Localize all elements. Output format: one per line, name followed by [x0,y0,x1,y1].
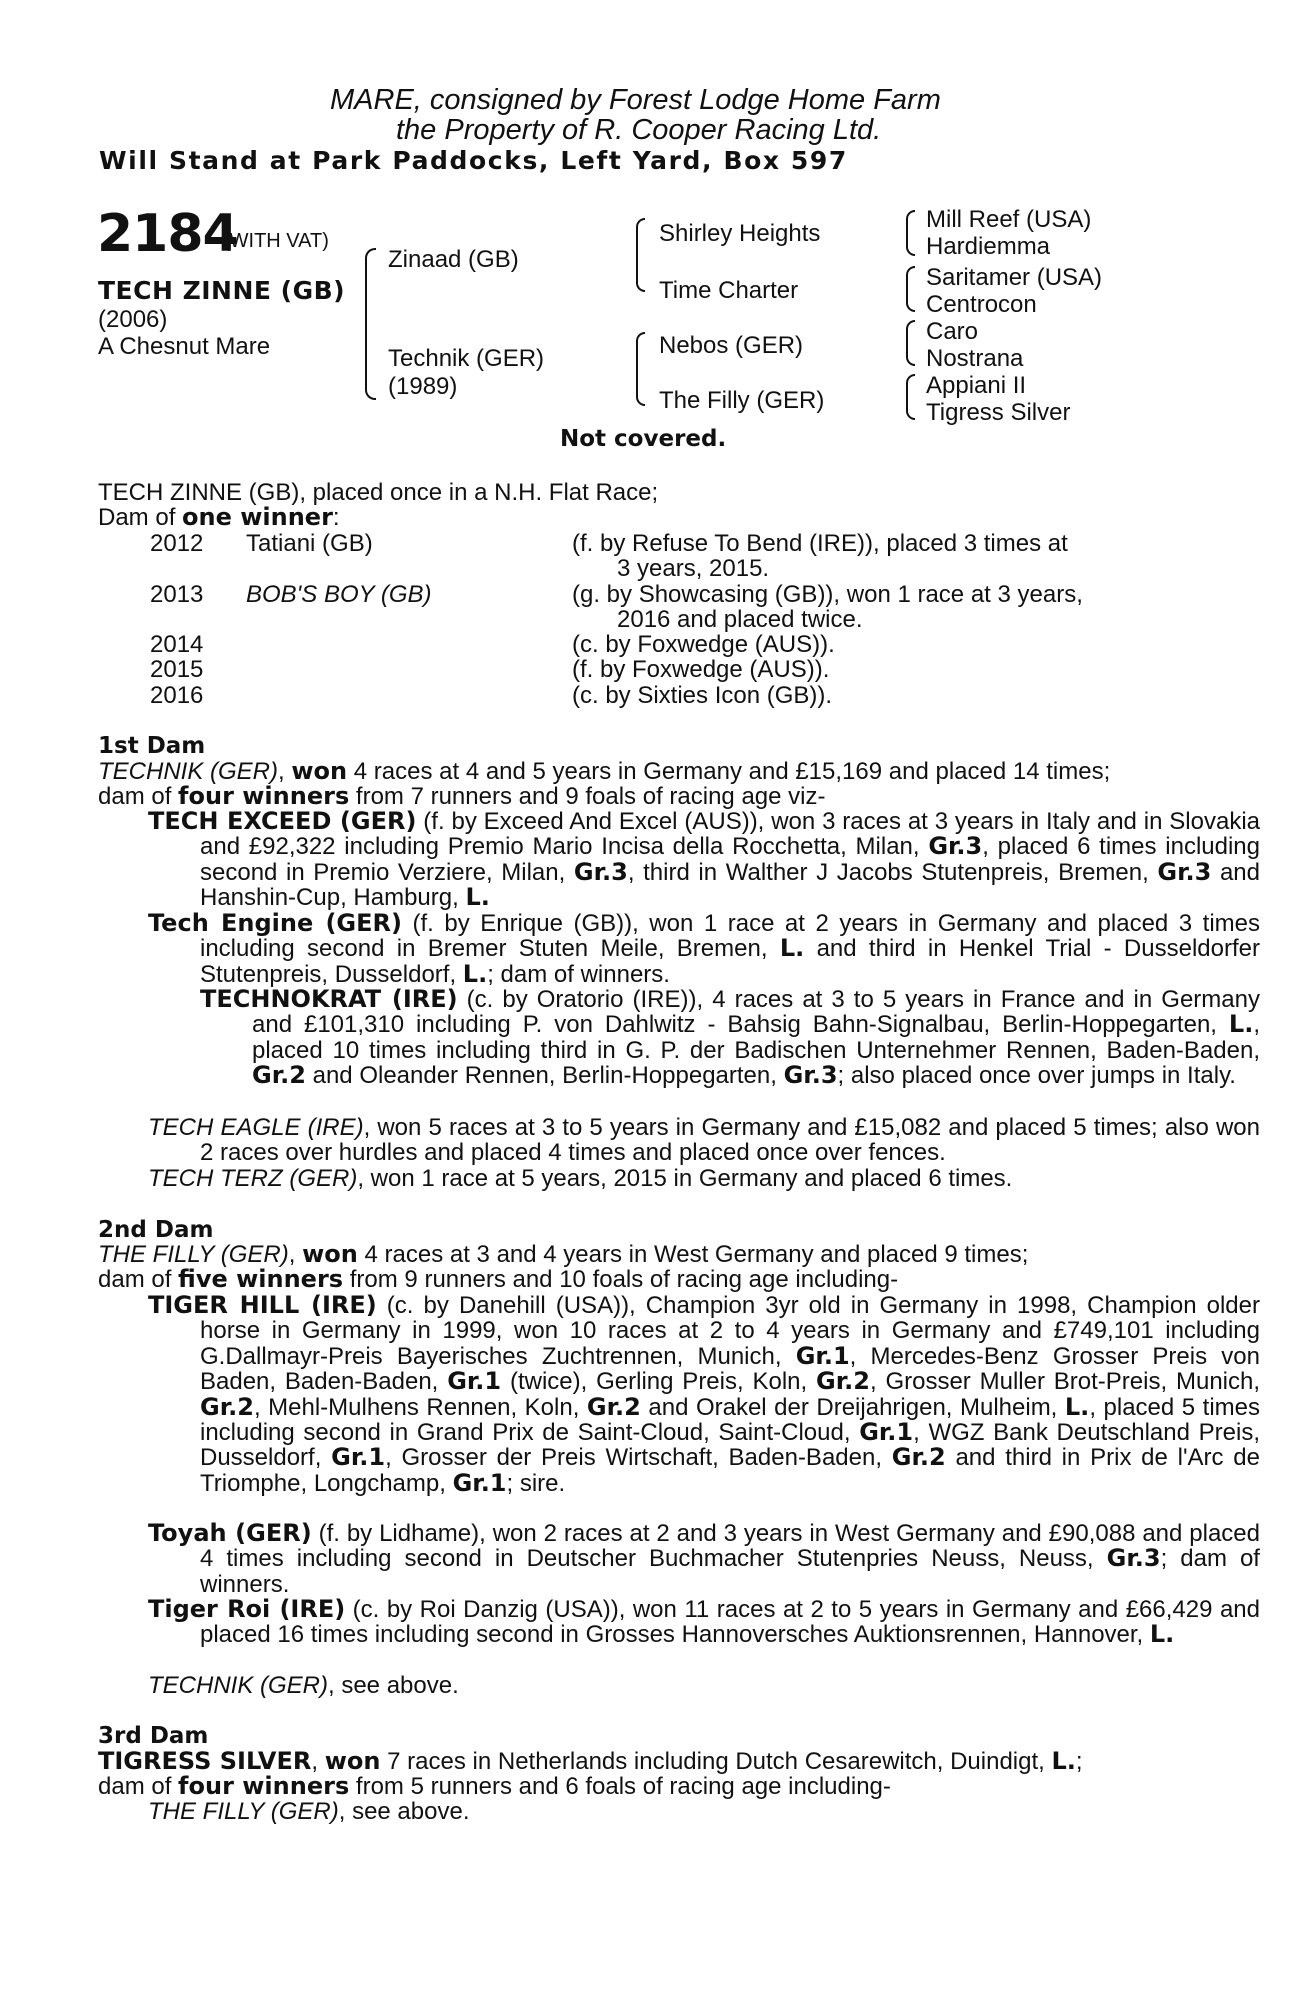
progeny-entry: TECHNOKRAT (IRE) (c. by Oratorio (IRE)), 4 races at 3 to 5 years in France and in Germany and £101,310 including P. von Dahlwitz - Bahsig Bahn-Signalbau, Berlin-Hoppegarten, L., placed 10 times including third in G. P. der Badischen Unternehmer Rennen, Baden-Baden, Gr.2 and Oleander Rennen, Berlin-Hoppegarten, Gr.3; also placed once over jumps in Italy. [200,985,1260,1090]
stabling-line: Will Stand at Park Paddocks, Left Yard, Box 597 [99,146,848,175]
third-dam-record: TIGRESS SILVER, won 7 races in Netherlands including Dutch Cesarewitch, Duindigt, L.; [98,1747,1083,1775]
progeny-entry: TIGER HILL (IRE) (c. by Danehill (USA)), Champion 3yr old in Germany in 1998, Champion older horse in Germany in 1999, won 10 races at 2 to 4 years in Germany and £749,101 including G.Dallmayr-Preis Bayerisches Zuchtrennen, Munich, Gr.1, Mercedes-Benz Grosser Preis von Baden, Baden-Baden, Gr.1 (twice), Gerling Preis, Koln, Gr.2, Grosser Muller Brot-Preis, Munich, Gr.2, Mehl-Mulhens Rennen, Koln, Gr.2 and Orakel der Dreijahrigen, Mulheim, L., placed 5 times including second in Grand Prix de Saint-Cloud, Saint-Cloud, Gr.1, WGZ Bank Deutschland Preis, Dusseldorf, Gr.1, Grosser der Preis Wirtschaft, Baden-Baden, Gr.2 and third in Prix de l'Arc de Triomphe, Longchamp, Gr.1; sire. [148,1291,1261,1497]
produce-year: 2012 [150,530,204,557]
produce-details: (f. by Foxwedge (AUS)). [572,656,830,683]
pedigree-ss-sire: Mill Reef (USA) [926,206,1092,233]
pedigree-sd-dam: Centrocon [926,291,1037,318]
progeny-entry: TECH EAGLE (IRE), won 5 races at 3 to 5 years in Germany and £15,082 and placed 5 times; also won 2 races over hurdles and placed 4 times and placed once over fences. [148,1114,1260,1167]
produce-year: 2014 [150,631,204,658]
pedigree-brace [906,320,915,366]
dam-of-line: Dam of one winner: [98,503,340,531]
produce-year: 2015 [150,656,204,683]
pedigree-ds-sire: Caro [926,318,979,345]
pedigree-ss-dam: Hardiemma [926,233,1051,260]
pedigree-brace [365,248,376,400]
lot-number: 2184 [97,204,238,264]
horse-name: TECH ZINNE (GB) [98,276,346,305]
pedigree-dd-dam: Tigress Silver [926,399,1071,426]
pedigree-dd-sire: Appiani II [926,372,1027,399]
pedigree-brace [636,218,645,292]
third-dam-produce-summary: dam of four winners from 5 runners and 6 foals of racing age including- [98,1772,891,1800]
progeny-entry: Toyah (GER) (f. by Lidhame), won 2 races at 2 and 3 years in West Germany and £90,088 and placed 4 times including second in Deutscher Buchmacher Stutenpries Neuss, Neuss, Gr.3; dam of winners. [148,1519,1260,1598]
second-dam-record: THE FILLY (GER), won 4 races at 3 and 4 years in West Germany and placed 9 times; [98,1240,1029,1268]
produce-name: BOB'S BOY (GB) [246,581,432,608]
foaling-year: (2006) [98,306,168,333]
produce-details: 3 years, 2015. [617,555,770,582]
pedigree-sd-sire: Saritamer (USA) [926,264,1103,291]
progeny-entry: THE FILLY (GER), see above. [148,1798,470,1825]
produce-details: 2016 and placed twice. [617,606,863,633]
progeny-entry: TECHNIK (GER), see above. [148,1672,459,1699]
consignor-line: MARE, consigned by Forest Lodge Home Farm [330,84,941,116]
covering-status: Not covered. [560,426,727,452]
pedigree-sire: Zinaad (GB) [388,246,519,273]
pedigree-ds-dam: Nostrana [926,345,1024,372]
mare-record: TECH ZINNE (GB), placed once in a N.H. Flat Race; [98,479,659,506]
pedigree-brace [906,374,915,420]
progeny-entry: TECH TERZ (GER), won 1 race at 5 years, 2015 in Germany and placed 6 times. [148,1165,1013,1192]
produce-details: (g. by Showcasing (GB)), won 1 race at 3 years, [572,581,1083,608]
produce-details: (c. by Sixties Icon (GB)). [572,682,833,709]
first-dam-heading: 1st Dam [98,733,206,759]
pedigree-dam: Technik (GER) [388,345,545,372]
second-dam-produce-summary: dam of five winners from 9 runners and 10 foals of racing age including- [98,1265,899,1293]
progeny-entry: Tiger Roi (IRE) (c. by Roi Danzig (USA)), won 11 races at 2 to 5 years in Germany and £66,429 and placed 16 times including second in Grosses Hannoversches Auktionsrennen, Hannover, L. [148,1595,1260,1649]
pedigree-sire-dam: Time Charter [659,277,799,304]
produce-year: 2013 [150,581,204,608]
property-line: the Property of R. Cooper Racing Ltd. [396,114,882,146]
pedigree-dam-sire: Nebos (GER) [659,332,804,359]
first-dam-record: TECHNIK (GER), won 4 races at 4 and 5 years in Germany and £15,169 and placed 14 times; [98,757,1111,785]
horse-description: A Chesnut Mare [98,333,271,360]
progeny-entry: Tech Engine (GER) (f. by Enrique (GB)), won 1 race at 2 years in Germany and placed 3 times including second in Bremer Stuten Meile, Bremen, L. and third in Henkel Trial - Dusseldorfer Stutenpreis, Dusseldorf, L.; dam of winners. [148,909,1260,988]
pedigree-sire-sire: Shirley Heights [659,220,821,247]
pedigree-brace [906,266,915,312]
produce-name: Tatiani (GB) [246,530,373,557]
vat-note: (WITH VAT) [223,230,329,252]
pedigree-brace [906,210,915,256]
pedigree-brace [636,332,645,406]
produce-year: 2016 [150,682,204,709]
third-dam-heading: 3rd Dam [98,1723,209,1749]
pedigree-dam-dam: The Filly (GER) [659,387,825,414]
pedigree-dam-year: (1989) [388,373,458,400]
second-dam-heading: 2nd Dam [98,1217,214,1243]
progeny-entry: TECH EXCEED (GER) (f. by Exceed And Excel (AUS)), won 3 races at 3 years in Italy and in Slovakia and £92,322 including Premio Mario Incisa della Rocchetta, Milan, Gr.3, placed 6 times including second in Premio Verziere, Milan, Gr.3, third in Walther J Jacobs Stutenpreis, Bremen, Gr.3 and Hanshin-Cup, Hamburg, L. [148,807,1260,912]
first-dam-produce-summary: dam of four winners from 7 runners and 9 foals of racing age viz- [98,782,826,810]
produce-details: (f. by Refuse To Bend (IRE)), placed 3 times at [572,530,1068,557]
produce-details: (c. by Foxwedge (AUS)). [572,631,835,658]
